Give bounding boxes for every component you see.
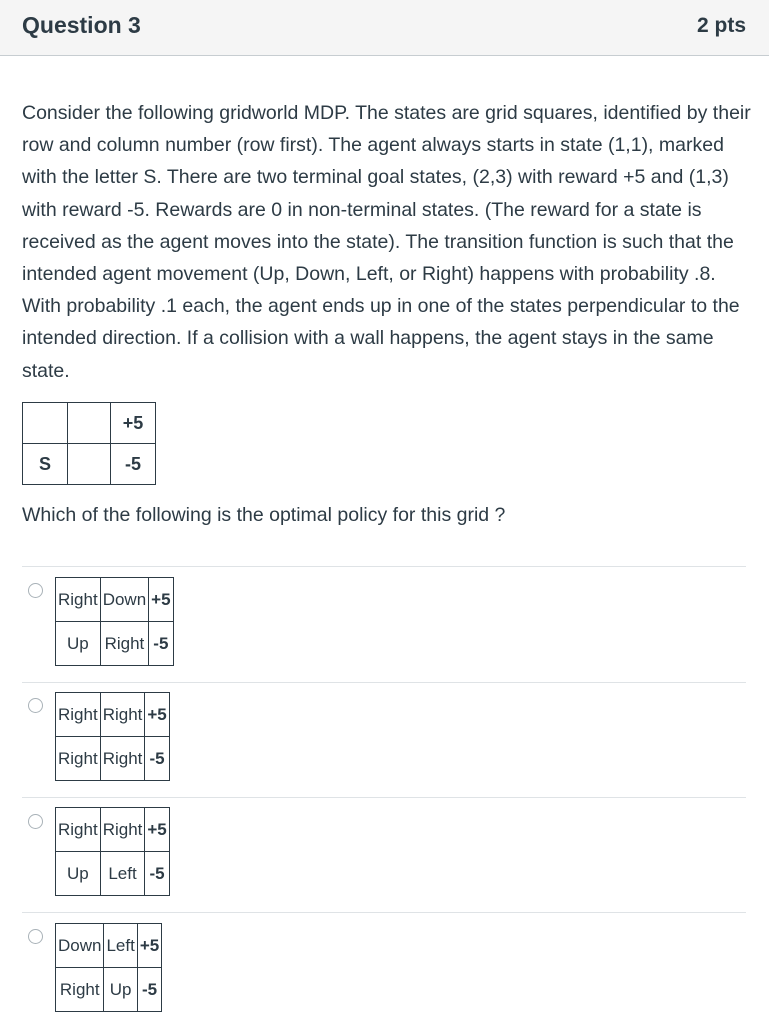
grid-cell: [23, 403, 68, 444]
answer-radio-1[interactable]: [28, 583, 43, 598]
reward-cell: +5: [145, 693, 169, 737]
reward-cell: -5: [137, 968, 161, 1012]
policy-cell: Down: [56, 924, 104, 968]
policy-cell: Right: [56, 693, 101, 737]
divider: [22, 912, 746, 913]
reward-cell: -5: [145, 852, 169, 896]
reward-cell: +5: [145, 808, 169, 852]
divider: [22, 682, 746, 683]
policy-cell: Right: [56, 808, 101, 852]
gridworld-table: [22, 402, 156, 485]
reward-cell: +5: [149, 578, 173, 622]
policy-cell: Right: [56, 578, 101, 622]
policy-cell: Right: [100, 737, 145, 781]
policy-cell: Right: [56, 737, 101, 781]
question-points: 2 pts: [696, 14, 746, 37]
answer-option-3-table[interactable]: [55, 807, 170, 896]
policy-cell: Down: [100, 578, 148, 622]
answer-radio-2[interactable]: [28, 698, 43, 713]
question-prompt: Consider the following gridworld MDP. The states are grid squares, identified by their row and column number (row first). The agent always starts in state (1,1), marked with the letter S. There are two terminal goal states, (2,3) with reward +5 and (1,3) with reward -5. Rewards are 0 in non-terminal states. (The reward for a state is received as the agent moves into the state). The transition function is such that the intended agent movement (Up, Down, Left, or Right) happens with probability .8. With probability .1 each, the agent ends up in one of the states perpendicular to the intended direction. If a collision with a wall happens, the agent stays in the same state.: [22, 102, 751, 382]
divider: [22, 566, 746, 567]
reward-cell: +5: [137, 924, 161, 968]
policy-cell: Right: [100, 693, 145, 737]
policy-cell: Right: [100, 622, 148, 666]
question-title: Question 3: [22, 12, 141, 38]
policy-cell: Up: [56, 622, 101, 666]
answer-radio-4[interactable]: [28, 929, 43, 944]
grid-cell: [68, 444, 111, 485]
question-text: Which of the following is the optimal policy for this grid ?: [22, 504, 506, 526]
grid-cell-goal: +5: [111, 403, 156, 444]
policy-cell: Right: [100, 808, 145, 852]
policy-cell: Left: [100, 852, 145, 896]
answer-option-4-table[interactable]: [55, 923, 162, 1012]
reward-cell: -5: [145, 737, 169, 781]
grid-cell-goal: -5: [111, 444, 156, 485]
answer-radio-3[interactable]: [28, 814, 43, 829]
policy-cell: Up: [104, 968, 137, 1012]
question-header: [0, 0, 769, 56]
grid-cell-start: S: [23, 444, 68, 485]
policy-cell: Right: [56, 968, 104, 1012]
policy-cell: Left: [104, 924, 137, 968]
grid-cell: [68, 403, 111, 444]
divider: [22, 797, 746, 798]
answer-option-2-table[interactable]: [55, 692, 170, 781]
answer-option-1-table[interactable]: [55, 577, 174, 666]
reward-cell: -5: [149, 622, 173, 666]
policy-cell: Up: [56, 852, 101, 896]
